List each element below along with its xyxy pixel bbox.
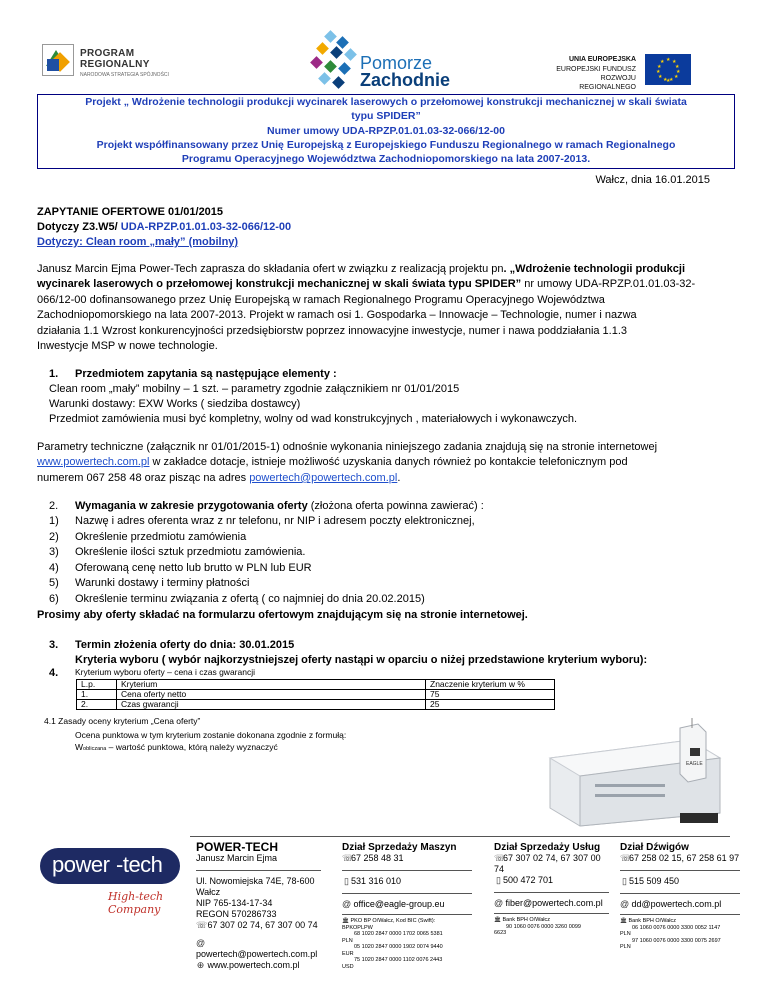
intro-text: Janusz Marcin Ejma Power-Tech zaprasza do składania ofert w związku z realizacją projektu pn <box>37 263 504 275</box>
formula-text: – wartość punktowa, którą należy wyznaczyć <box>106 742 278 752</box>
bank-line: PLN <box>620 944 631 950</box>
bank-line: 6623 <box>494 930 507 936</box>
company-nip: NIP 765-134-17-34 <box>196 898 273 908</box>
bank-icon: 🏛 <box>620 918 627 924</box>
contract-number: UDA-RPZP.01.01.03-32-066/12-00 <box>120 221 292 233</box>
intro-text-bold: wycinarek laserowych o przełomowej konstrukcji mechanicznej w skali świata typu SPIDER” <box>37 278 522 290</box>
params-line <box>37 456 628 468</box>
section-2-heading-bold: Wymagania w zakresie przygotowania oferty <box>75 500 308 512</box>
company-email[interactable]: powertech@powertech.com.pl <box>196 949 318 959</box>
globe-icon: ⊕ <box>196 960 205 970</box>
bank-line: PLN <box>620 931 631 937</box>
logo-text-line: PROGRAM <box>80 48 135 59</box>
table-cell: 75 <box>426 690 555 700</box>
mobile-icon: ▯ <box>344 876 349 886</box>
logo-text-line: ROZWOJU REGIONALNEGO <box>579 75 636 91</box>
company-www[interactable]: www.powertech.com.pl <box>207 960 300 970</box>
footer-cranes-column <box>620 842 740 951</box>
program-regionalny-emblem <box>42 44 74 76</box>
project-line: Projekt „ Wdrożenie technologii produkcji wycinarek laserowych o przełomowej konstrukcji mechanicznej w skali świata <box>85 96 687 108</box>
project-line: Numer umowy UDA-RPZP.01.01.03-32-066/12-00 <box>267 124 505 137</box>
document-title: ZAPYTANIE OFERTOWE 01/01/2015 <box>37 206 224 218</box>
criteria-table <box>76 679 555 710</box>
at-icon: @ <box>494 898 504 908</box>
project-line: Projekt współfinansowany przez Unię Europejską z Europejskiego Funduszu Regionalnego w ramach Regionalnego <box>96 138 676 151</box>
powertech-logo-pill <box>40 848 180 884</box>
section-2-number: 2. <box>49 500 59 512</box>
company-regon: REGON 570286733 <box>196 909 277 919</box>
list-item-number: 1) <box>49 515 59 527</box>
bank-line: EUR <box>342 950 354 957</box>
department-phone: 67 258 02 15, 67 258 61 97 <box>629 853 740 863</box>
footer-divider <box>494 892 609 893</box>
bank-line: BPKOPLPW <box>342 924 373 931</box>
eu-flag-icon: ★ ★ ★ ★ ★ ★ ★ ★ ★ ★ ★ ★ <box>645 54 691 85</box>
footer-divider <box>342 870 472 871</box>
section-1-text: Warunki dostawy: EXW Works ( siedziba dostawcy) <box>49 398 301 410</box>
project-info-box <box>37 94 735 169</box>
list-item: Oferowaną cenę netto lub brutto w PLN lub EUR <box>75 561 312 574</box>
bank-details <box>342 918 472 970</box>
eu-logo <box>546 52 691 91</box>
footer-divider <box>342 914 472 915</box>
dotyczy-subject: Dotyczy: Clean room „mały” (mobilny) <box>37 236 239 248</box>
subsection-4-1: 4.1 Zasady oceny kryterium „Cena oferty” <box>44 716 201 726</box>
table-cell: 2. <box>77 700 117 710</box>
bank-line: 75 1020 2847 0000 1102 0076 2443 <box>354 957 443 963</box>
section-3-number: 3. <box>49 639 59 651</box>
department-title: Dział Sprzedaży Usług <box>494 842 601 853</box>
params-line: Parametry techniczne (załącznik nr 01/01/2015-1) odnośnie wykonania niniejszego zadania znajdują się na stronie internetowej <box>37 441 658 453</box>
section-2-heading-rest: (złożona oferta powinna zawierać) : <box>307 500 484 512</box>
logo-text-line: Zachodnie <box>360 70 451 90</box>
department-email[interactable]: office@eagle-group.eu <box>353 899 445 909</box>
bank-line: 06 1060 0076 0000 3300 0052 1147 <box>632 924 721 931</box>
at-icon: @ <box>196 938 206 948</box>
powertech-logo <box>40 848 180 916</box>
bank-line: PLN <box>342 937 353 944</box>
table-row <box>77 690 555 700</box>
svg-text:EAGLE: EAGLE <box>686 761 703 767</box>
footer-services-column <box>494 842 609 937</box>
department-title: Dział Dźwigów <box>620 842 689 853</box>
list-item: Określenie terminu związania z ofertą ( co najmniej do dnia 20.02.2015) <box>75 592 425 605</box>
params-text: . <box>397 472 401 484</box>
project-line: typu SPIDER” <box>351 110 421 123</box>
at-icon: @ <box>342 899 352 909</box>
footer-divider <box>620 914 740 915</box>
phone-icon: ☏ <box>620 853 632 863</box>
company-owner: Janusz Marcin Ejma <box>196 853 278 863</box>
subsection-4-1-text: Ocena punktowa w tym kryterium zostanie dokonana zgodnie z formułą: <box>75 730 347 740</box>
list-item-number: 4) <box>49 561 59 574</box>
section-1-number: 1. <box>49 368 59 380</box>
footer-divider <box>494 913 609 914</box>
table-cell: Czas gwarancji <box>117 700 426 710</box>
footer-divider <box>620 893 740 894</box>
table-header-cell: Znaczenie kryterium w % <box>426 680 555 690</box>
footer <box>0 836 768 994</box>
pomorze-zachodnie-logo <box>306 28 451 92</box>
section-2-heading <box>75 500 484 512</box>
section-1-text: Clean room „mały” mobilny – 1 szt. – parametry zgodnie załącznikiem nr 01/01/2015 <box>49 383 460 395</box>
logo-text-line: Pomorze <box>360 53 433 73</box>
phone-icon: ☏ <box>494 853 506 863</box>
logo-text: -tech <box>116 852 163 877</box>
logo-text-line: UNIA EUROPEJSKA <box>568 56 636 63</box>
department-mobile: 531 316 010 <box>351 876 402 886</box>
list-item-number: 3) <box>49 546 59 558</box>
bank-details <box>494 917 609 937</box>
footer-divider <box>190 836 730 837</box>
bank-details <box>620 918 740 951</box>
intro-line: Inwestycje MSP w nowe technologie. <box>37 340 218 352</box>
criteria-caption: Kryterium wyboru oferty – cena i czas gwarancji <box>75 667 255 677</box>
formula-line <box>75 742 278 752</box>
intro-line: działania 1.1 Wzrost konkurencyjności przedsiębiorstw poprzez innowacyjne inwestycje, numer i nawa poddziałania 1.1.3 <box>37 325 628 337</box>
bank-line: 90 1060 0076 0000 3260 0099 <box>506 923 581 930</box>
logo-text-line: REGIONALNY <box>80 59 150 70</box>
table-row <box>77 700 555 710</box>
company-name: POWER-TECH <box>196 840 278 854</box>
params-line <box>37 472 400 484</box>
document-date: Wałcz, dnia 16.01.2015 <box>595 174 710 186</box>
table-cell: 25 <box>426 700 555 710</box>
department-mobile: 515 509 450 <box>629 876 680 886</box>
list-item-number: 5) <box>49 577 59 589</box>
laser-machine-image <box>540 718 725 830</box>
logo-text-line: EUROPEJSKI FUNDUSZ <box>556 66 636 73</box>
intro-text-bold: . „Wdrożenie technologii produkcji <box>503 263 686 275</box>
email-link[interactable]: powertech@powertech.com.pl <box>249 472 398 484</box>
logo-slogan: High-tech Company <box>108 890 164 916</box>
department-phone: 67 307 02 74, 67 307 00 <box>503 853 601 863</box>
section-4-number: 4. <box>49 667 59 679</box>
department-email[interactable]: fiber@powertech.com.pl <box>505 898 603 908</box>
section-1-heading: Przedmiotem zapytania są następujące elementy : <box>75 368 337 380</box>
bank-line: Bank BPH O/Wałcz <box>628 918 676 924</box>
company-address: Ul. Nowomiejska 74E, 78-600 <box>196 876 315 886</box>
phone-icon: ☏ <box>342 853 354 863</box>
table-header-cell: L.p. <box>77 680 117 690</box>
department-mobile: 500 472 701 <box>503 875 554 885</box>
department-title: Dział Sprzedaży Maszyn <box>342 842 457 853</box>
section-2-closing: Prosimy aby oferty składać na formularzu ofertowym znajdującym się na stronie internetowej. <box>37 609 528 621</box>
bank-line: 68 1020 2847 0000 1702 0065 5381 <box>354 931 443 937</box>
bank-line: Bank BPH O/Wałcz <box>502 917 550 923</box>
table-header-row <box>77 680 555 690</box>
dotyczy-line <box>37 221 291 233</box>
footer-divider <box>196 870 321 871</box>
section-3-heading: Termin złożenia oferty do dnia: 30.01.2015 <box>75 639 295 651</box>
intro-line <box>37 278 695 290</box>
formula-subscript: obliczana <box>83 746 107 752</box>
bank-icon: 🏛 <box>342 918 349 924</box>
footer-divider <box>620 870 740 871</box>
intro-text: nr umowy UDA-RPZP.01.01.03-32- <box>521 278 696 290</box>
bank-line: 97 1060 0076 0000 3300 0075 2697 <box>632 937 721 944</box>
website-link[interactable]: www.powertech.com.pl <box>37 456 150 468</box>
department-email[interactable]: dd@powertech.com.pl <box>631 899 722 909</box>
footer-machines-column <box>342 842 472 970</box>
table-cell: 1. <box>77 690 117 700</box>
footer-divider <box>342 893 472 894</box>
project-line: Programu Operacyjnego Województwa Zachodniopomorskiego na lata 2007-2013. <box>181 153 591 166</box>
mobile-icon: ▯ <box>496 875 501 885</box>
list-item: Określenie ilości sztuk przedmiotu zamówienia. <box>75 546 306 558</box>
intro-line: Zachodniopomorskiego na lata 2007-2013. Projekt w ramach osi 1. Gospodarka – Innowacje – Technologie, numer i nazwa <box>37 309 637 321</box>
section-4-heading: Kryteria wyboru ( wybór najkorzystniejszej oferty nastąpi w oparciu o niżej przedstawione kryterium wyboru): <box>75 654 648 666</box>
bank-line: PKO BP O/Wałcz, Kod BIC (Swift): <box>350 918 436 924</box>
params-text: numerem 067 258 48 oraz pisząc na adres <box>37 472 250 484</box>
list-item: Nazwę i adres oferenta wraz z nr telefonu, nr NIP i adresem poczty elektronicznej, <box>75 515 475 527</box>
bank-line: 05 1020 2847 0000 1902 0074 9440 <box>354 944 443 950</box>
phone-icon: ☏ <box>196 920 208 930</box>
intro-line: 066/12-00 dofinansowanego przez Unię Europejską w ramach Regionalnego Programu Operacyjnego Województwa <box>37 294 605 306</box>
formula-w: W <box>75 742 84 752</box>
bank-line: USD <box>342 963 354 970</box>
company-phone: 67 307 02 74, 67 307 00 74 <box>207 920 318 930</box>
table-header-cell: Kryterium <box>117 680 426 690</box>
dotyczy-prefix: Dotyczy Z3.W5/ <box>37 221 121 233</box>
company-city: Wałcz <box>196 887 221 897</box>
list-item-number: 2) <box>49 530 59 543</box>
logo-text: power <box>52 852 110 877</box>
section-1-text: Przedmiot zamówienia musi być kompletny, wolny od wad konstrukcyjnych , materiałowych i wykonawczych. <box>49 413 577 425</box>
list-item: Warunki dostawy i terminy płatności <box>75 577 250 589</box>
intro-line <box>37 263 685 275</box>
mobile-icon: ▯ <box>622 876 627 886</box>
table-cell: Cena oferty netto <box>117 690 426 700</box>
bank-icon: 🏛 <box>494 917 501 923</box>
params-text: w zakładce dotacje, istnieje możliwość uzyskania danych również po kontakcie telefonicznym pod <box>149 456 628 468</box>
department-phone-cont: 74 <box>494 864 505 874</box>
department-phone: 67 258 48 31 <box>351 853 404 863</box>
list-item: Określenie przedmiotu zamówienia <box>75 530 247 543</box>
list-item-number: 6) <box>49 592 59 605</box>
program-regionalny-logo <box>42 44 192 82</box>
at-icon: @ <box>620 899 630 909</box>
footer-company-column <box>196 842 321 971</box>
logo-text-line: NARODOWA STRATEGIA SPÓJNOŚCI <box>80 72 169 78</box>
